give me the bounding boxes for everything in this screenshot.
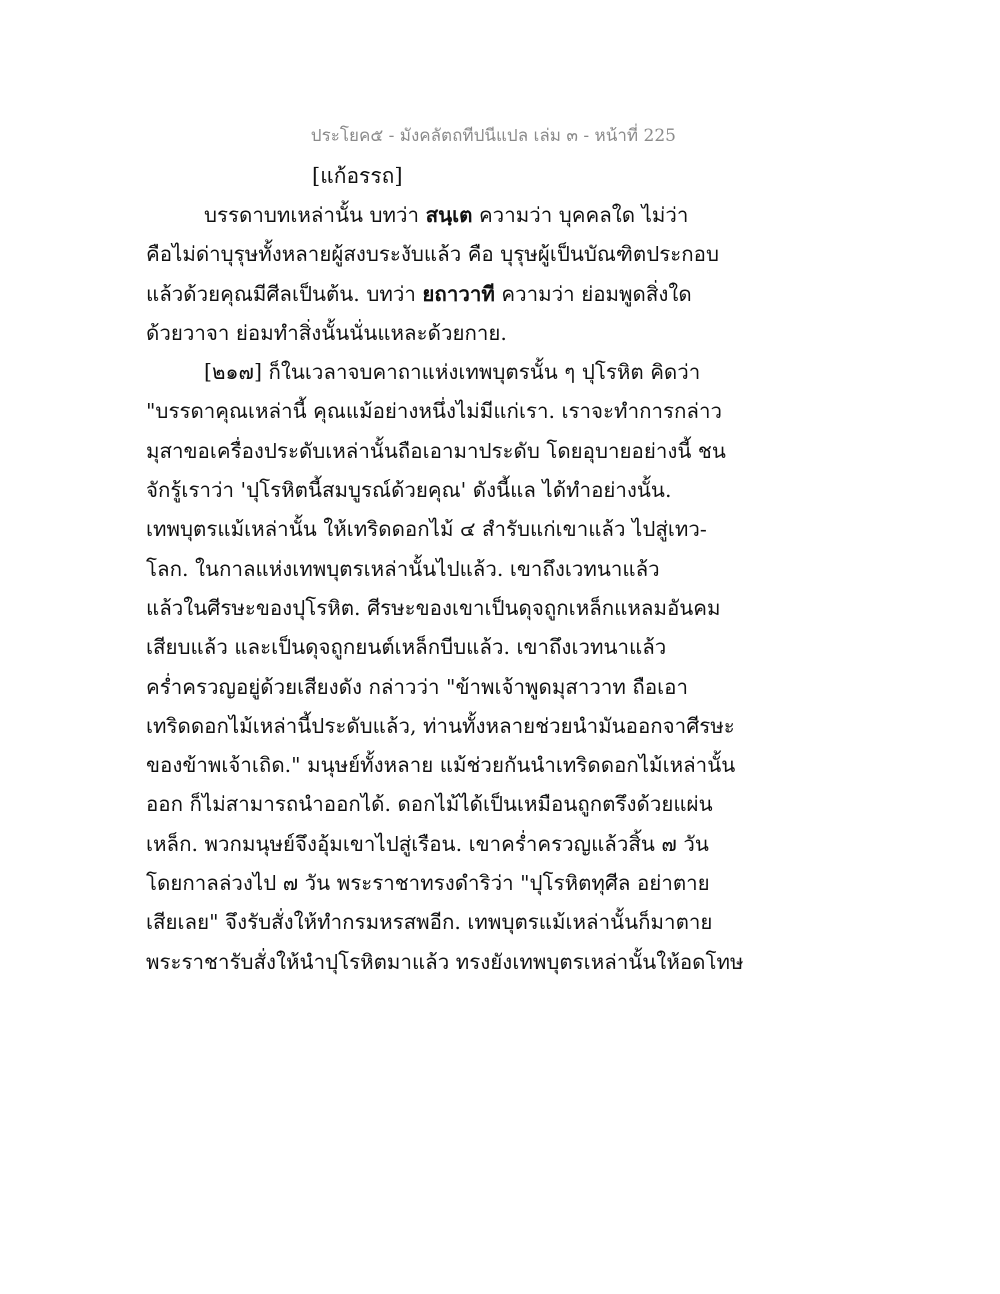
paragraph-2-line-6: โลก. ในกาลแห่งเทพบุตรเหล่านั้นไปแล้ว. เขาถึงเวทนาแล้ว	[146, 556, 660, 581]
paragraph-2-line-2: "บรรดาคุณเหล่านี้ คุณแม้อย่างหนึ่งไม่มีแก่เรา. เราจะทำการกล่าว	[146, 399, 723, 424]
body-text	[146, 196, 836, 982]
paragraph-2-line-12: ออก ก็ไม่สามารถนำออกได้. ดอกไม้ได้เป็นเหมือนถูกตรึงด้วยแผ่น	[146, 792, 713, 817]
paragraph-2-line-9: คร่ำครวญอยู่ด้วยเสียงดัง กล่าวว่า "ข้าพเจ้าพูดมุสาวาท ถือเอา	[146, 674, 688, 699]
term-bold: สนฺเต	[425, 203, 473, 227]
term-bold: ยถาวาที	[422, 281, 495, 306]
paragraph-1-line-2: คือไม่ด่าบุรุษทั้งหลายผู้สงบระงับแล้ว คือ บุรุษผู้เป็นบัณฑิตประกอบ	[146, 242, 719, 267]
paragraph-2-line-15: เสียเลย" จึงรับสั่งให้ทำกรมหรสพอีก. เทพบุตรแม้เหล่านั้นก็มาตาย	[146, 910, 713, 935]
paragraph-2-line-3: มุสาขอเครื่องประดับเหล่านั้นถือเอามาประดับ โดยอุบายอย่างนี้ ชน	[146, 438, 726, 463]
paragraph-2-line-1: [๒๑๗] ก็ในเวลาจบคาถาแห่งเทพบุตรนั้น ๆ ปุโรหิต คิดว่า	[204, 360, 701, 385]
paragraph-2-line-7: แล้วในศีรษะของปุโรหิต. ศีรษะของเขาเป็นดุจถูกเหล็กแหลมอันคม	[146, 595, 721, 620]
text-segment: ความว่า บุคคลใด ไม่ว่า	[472, 203, 689, 227]
text-segment: ความว่า ย่อมพูดสิ่งใด	[494, 281, 692, 306]
paragraph-2-line-8: เสียบแล้ว และเป็นดุจถูกยนต์เหล็กบีบแล้ว. เขาถึงเวทนาแล้ว	[146, 635, 667, 660]
paragraph-2-line-13: เหล็ก. พวกมนุษย์จึงอุ้มเขาไปสู่เรือน. เขาคร่ำครวญแล้วสิ้น ๗ วัน	[146, 831, 709, 856]
text-segment: แล้วด้วยคุณมีศีลเป็นต้น. บทว่า	[146, 281, 423, 306]
paragraph-1-line-3	[146, 275, 836, 314]
section-heading: [แก้อรรถ]	[312, 164, 403, 188]
paragraph-2-line-5: เทพบุตรแม้เหล่านั้น ให้เทริดดอกไม้ ๔ สำรับแก่เขาแล้ว ไปสู่เทว-	[146, 517, 707, 542]
paragraph-1-line-1	[146, 196, 836, 235]
paragraph-2-line-14: โดยกาลล่วงไป ๗ วัน พระราชาทรงดำริว่า "ปุโรหิตทุศีล อย่าตาย	[146, 871, 710, 896]
paragraph-2-line-16: พระราชารับสั่งให้นำปุโรหิตมาแล้ว ทรงยังเทพบุตรเหล่านั้นให้อดโทษ	[146, 949, 744, 974]
page-header: ประโยค๕ - มังคลัตถทีปนีแปล เล่ม ๓ - หน้าที่ 225	[310, 126, 676, 146]
paragraph-2-line-10: เทริดดอกไม้เหล่านี้ประดับแล้ว, ท่านทั้งหลายช่วยนำมันออกจาศีรษะ	[146, 713, 735, 738]
paragraph-2-line-4: จักรู้เราว่า 'ปุโรหิตนี้สมบูรณ์ด้วยคุณ' ดังนี้แล ได้ทำอย่างนั้น.	[146, 478, 672, 503]
text-segment: บรรดาบทเหล่านั้น บทว่า	[204, 203, 426, 227]
paragraph-1-line-4: ด้วยวาจา ย่อมทำสิ่งนั้นนั่นแหละด้วยกาย.	[146, 320, 507, 345]
paragraph-2-line-11: ของข้าพเจ้าเถิด." มนุษย์ทั้งหลาย แม้ช่วยกันนำเทริดดอกไม้เหล่านั้น	[146, 753, 736, 778]
